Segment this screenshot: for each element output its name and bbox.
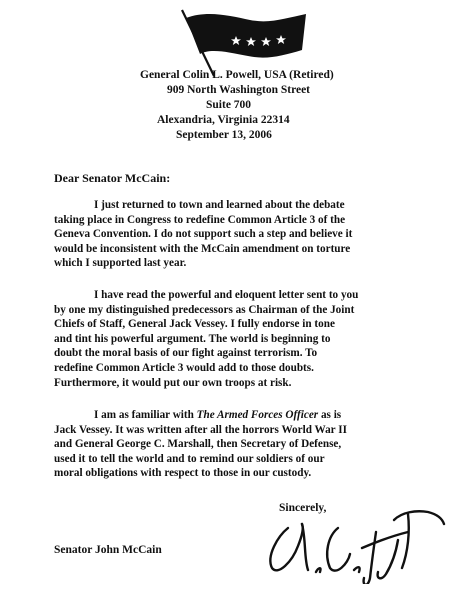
letterhead [120,68,370,143]
paragraph-line: moral obligations with respect to those in our custody. [54,467,312,480]
paragraph-line: and tint his powerful argument. The world is beginning to [54,332,331,345]
paragraph-line: doubt the moral basis of our fight against terrorism. To [54,347,318,360]
letter-date: September 13, 2006 [176,129,272,141]
paragraph-line: Jack Vessey. It was written after all the horrors World War II [54,423,347,436]
salutation: Dear Senator McCain: [54,171,171,185]
paragraph-3 [54,408,426,481]
sender-name: General Colin L. Powell, USA (Retired) [140,69,334,81]
paragraph-line: and General George C. Marshall, then Secretary of Defense, [54,438,342,451]
sender-street: 909 North Washington Street [167,84,311,96]
paragraph-line: Chiefs of Staff, General Jack Vessey. I fully endorse in tone [54,318,335,331]
sender-city: Alexandria, Virginia 22314 [157,114,290,126]
paragraph-line: would be inconsistent with the McCain amendment on torture [54,242,351,255]
paragraph-line: Geneva Convention. I do not support such a step and believe it [54,228,353,241]
paragraph-line: which I supported last year. [54,257,187,270]
paragraph-line: I have read the powerful and eloquent letter sent to you [94,289,359,301]
text-run: I am as familiar with [94,409,197,421]
text-run: as is [318,409,342,421]
paragraph-line: I just returned to town and learned about the debate [94,199,345,211]
sender-suite: Suite 700 [206,99,252,111]
paragraph-1 [54,198,426,271]
handwritten-signature-icon [258,506,448,584]
paragraph-line: taking place in Congress to redefine Common Article 3 of the [54,213,346,226]
paragraph-2 [54,288,426,390]
paragraph-line: by one my distinguished predecessors as Chairman of the Joint [54,303,355,316]
paragraph-line: Furthermore, it would put our own troops at risk. [54,376,292,389]
book-title: The Armed Forces Officer [196,409,319,421]
paragraph-line [54,408,426,423]
paragraph-line: redefine Common Article 3 would add to those doubts. [54,361,314,374]
addressee: Senator John McCain [54,544,162,556]
paragraph-line: used it to tell the world and to remind our soldiers of our [54,452,325,465]
closing: Sincerely, [279,502,327,514]
